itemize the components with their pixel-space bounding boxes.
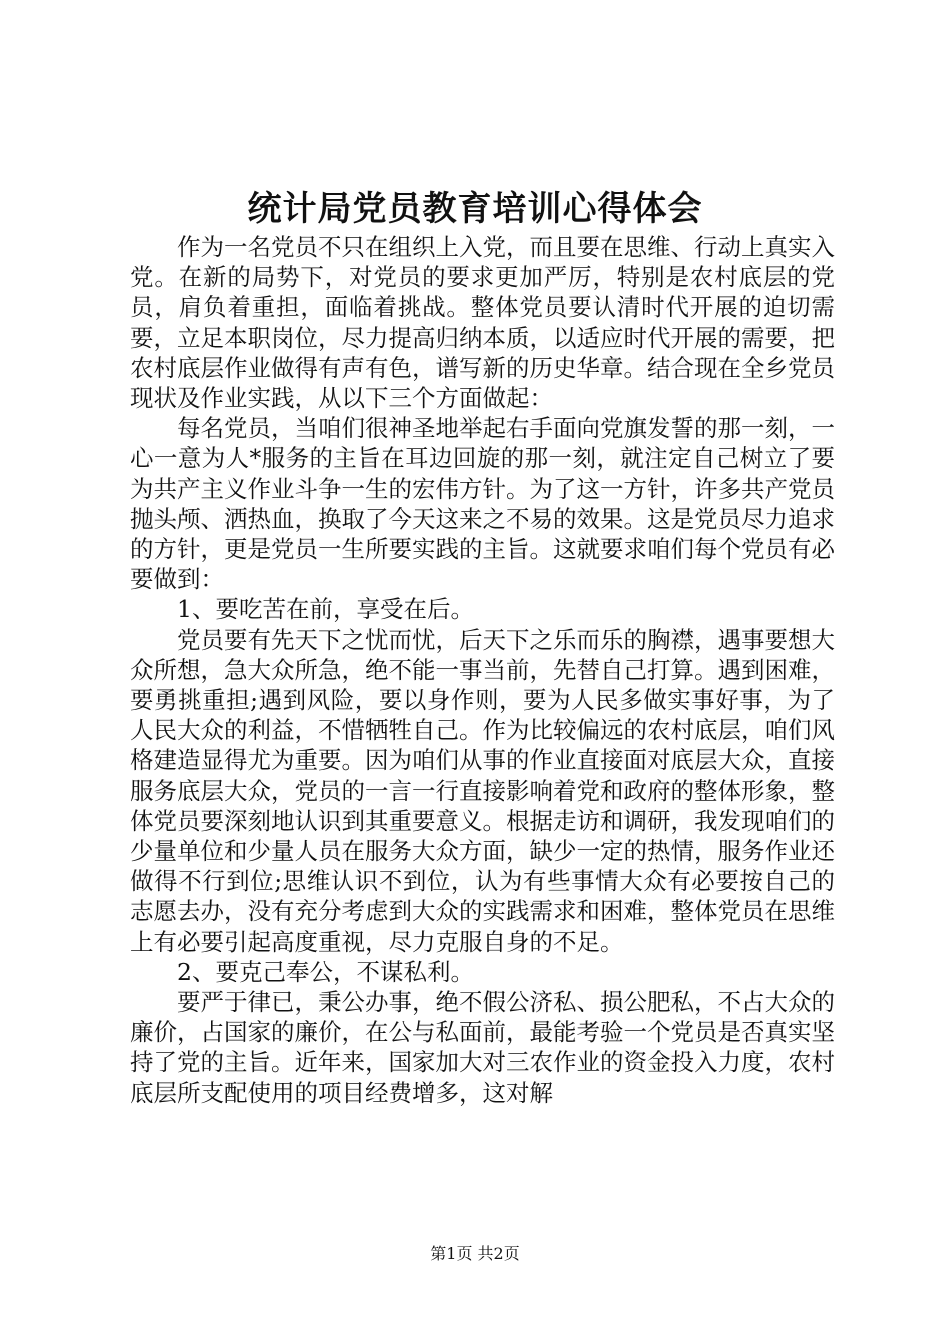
paragraph-section-1: 党员要有先天下之忧而忧，后天下之乐而乐的胸襟，遇事要想大众所想，急大众所急，绝不能一事当前，先替自己打算。遇到困难，要勇挑重担;遇到风险，要以身作则，要为人民多做实事好事，为了人民大众的利益，不惜牺牲自己。作为比较偏远的农村底层，咱们风格建造显得尤为重要。因为咱们从事的作业直接面对底层大众，直接服务底层大众，党员的一言一行直接影响着党和政府的整体形象，整体党员要深刻地认识到其重要意义。根据走访和调研，我发现咱们的少量单位和少量人员在服务大众方面，缺少一定的热情，服务作业还做得不行到位;思维认识不到位，认为有些事情大众有必要按自己的志愿去办，没有充分考虑到大众的实践需求和困难，整体党员在思维上有必要引起高度重视，尽力克服自身的不足。: [130, 625, 835, 956]
document-body: [130, 232, 835, 1108]
paragraph-oath: 每名党员，当咱们很神圣地举起右手面向党旗发誓的那一刻，一心一意为人*服务的主旨在耳边回旋的那一刻，就注定自己树立了要为共产主义作业斗争一生的宏伟方针。为了这一方针，许多共产党员抛头颅、洒热血，换取了今天这来之不易的效果。这是党员尽力追求的方针，更是党员一生所要实践的主旨。这就要求咱们每个党员有必要做到：: [130, 414, 835, 594]
document-title: 统计局党员教育培训心得体会: [247, 189, 703, 229]
section-heading-1: 1、要吃苦在前，享受在后。: [177, 595, 474, 624]
section-heading-2: 2、要克己奉公，不谋私利。: [177, 957, 474, 986]
paragraph-intro: 作为一名党员不只在组织上入党，而且要在思维、行动上真实入党。在新的局势下，对党员的要求更加严厉，特别是农村底层的党员，肩负着重担，面临着挑战。整体党员要认清时代开展的迫切需要，立足本职岗位，尽力提高归纳本质，以适应时代开展的需要，把农村底层作业做得有声有色，谱写新的历史华章。结合现在全乡党员现状及作业实践，从以下三个方面做起：: [130, 233, 835, 413]
paragraph-section-2: 要严于律已，秉公办事，绝不假公济私、损公肥私，不占大众的廉价，占国家的廉价，在公与私面前，最能考验一个党员是否真实坚持了党的主旨。近年来，国家加大对三农作业的资金投入力度，农村底层所支配使用的项目经费增多，这对解: [130, 988, 835, 1107]
page-number-footer: 第1页 共2页: [430, 1244, 520, 1263]
